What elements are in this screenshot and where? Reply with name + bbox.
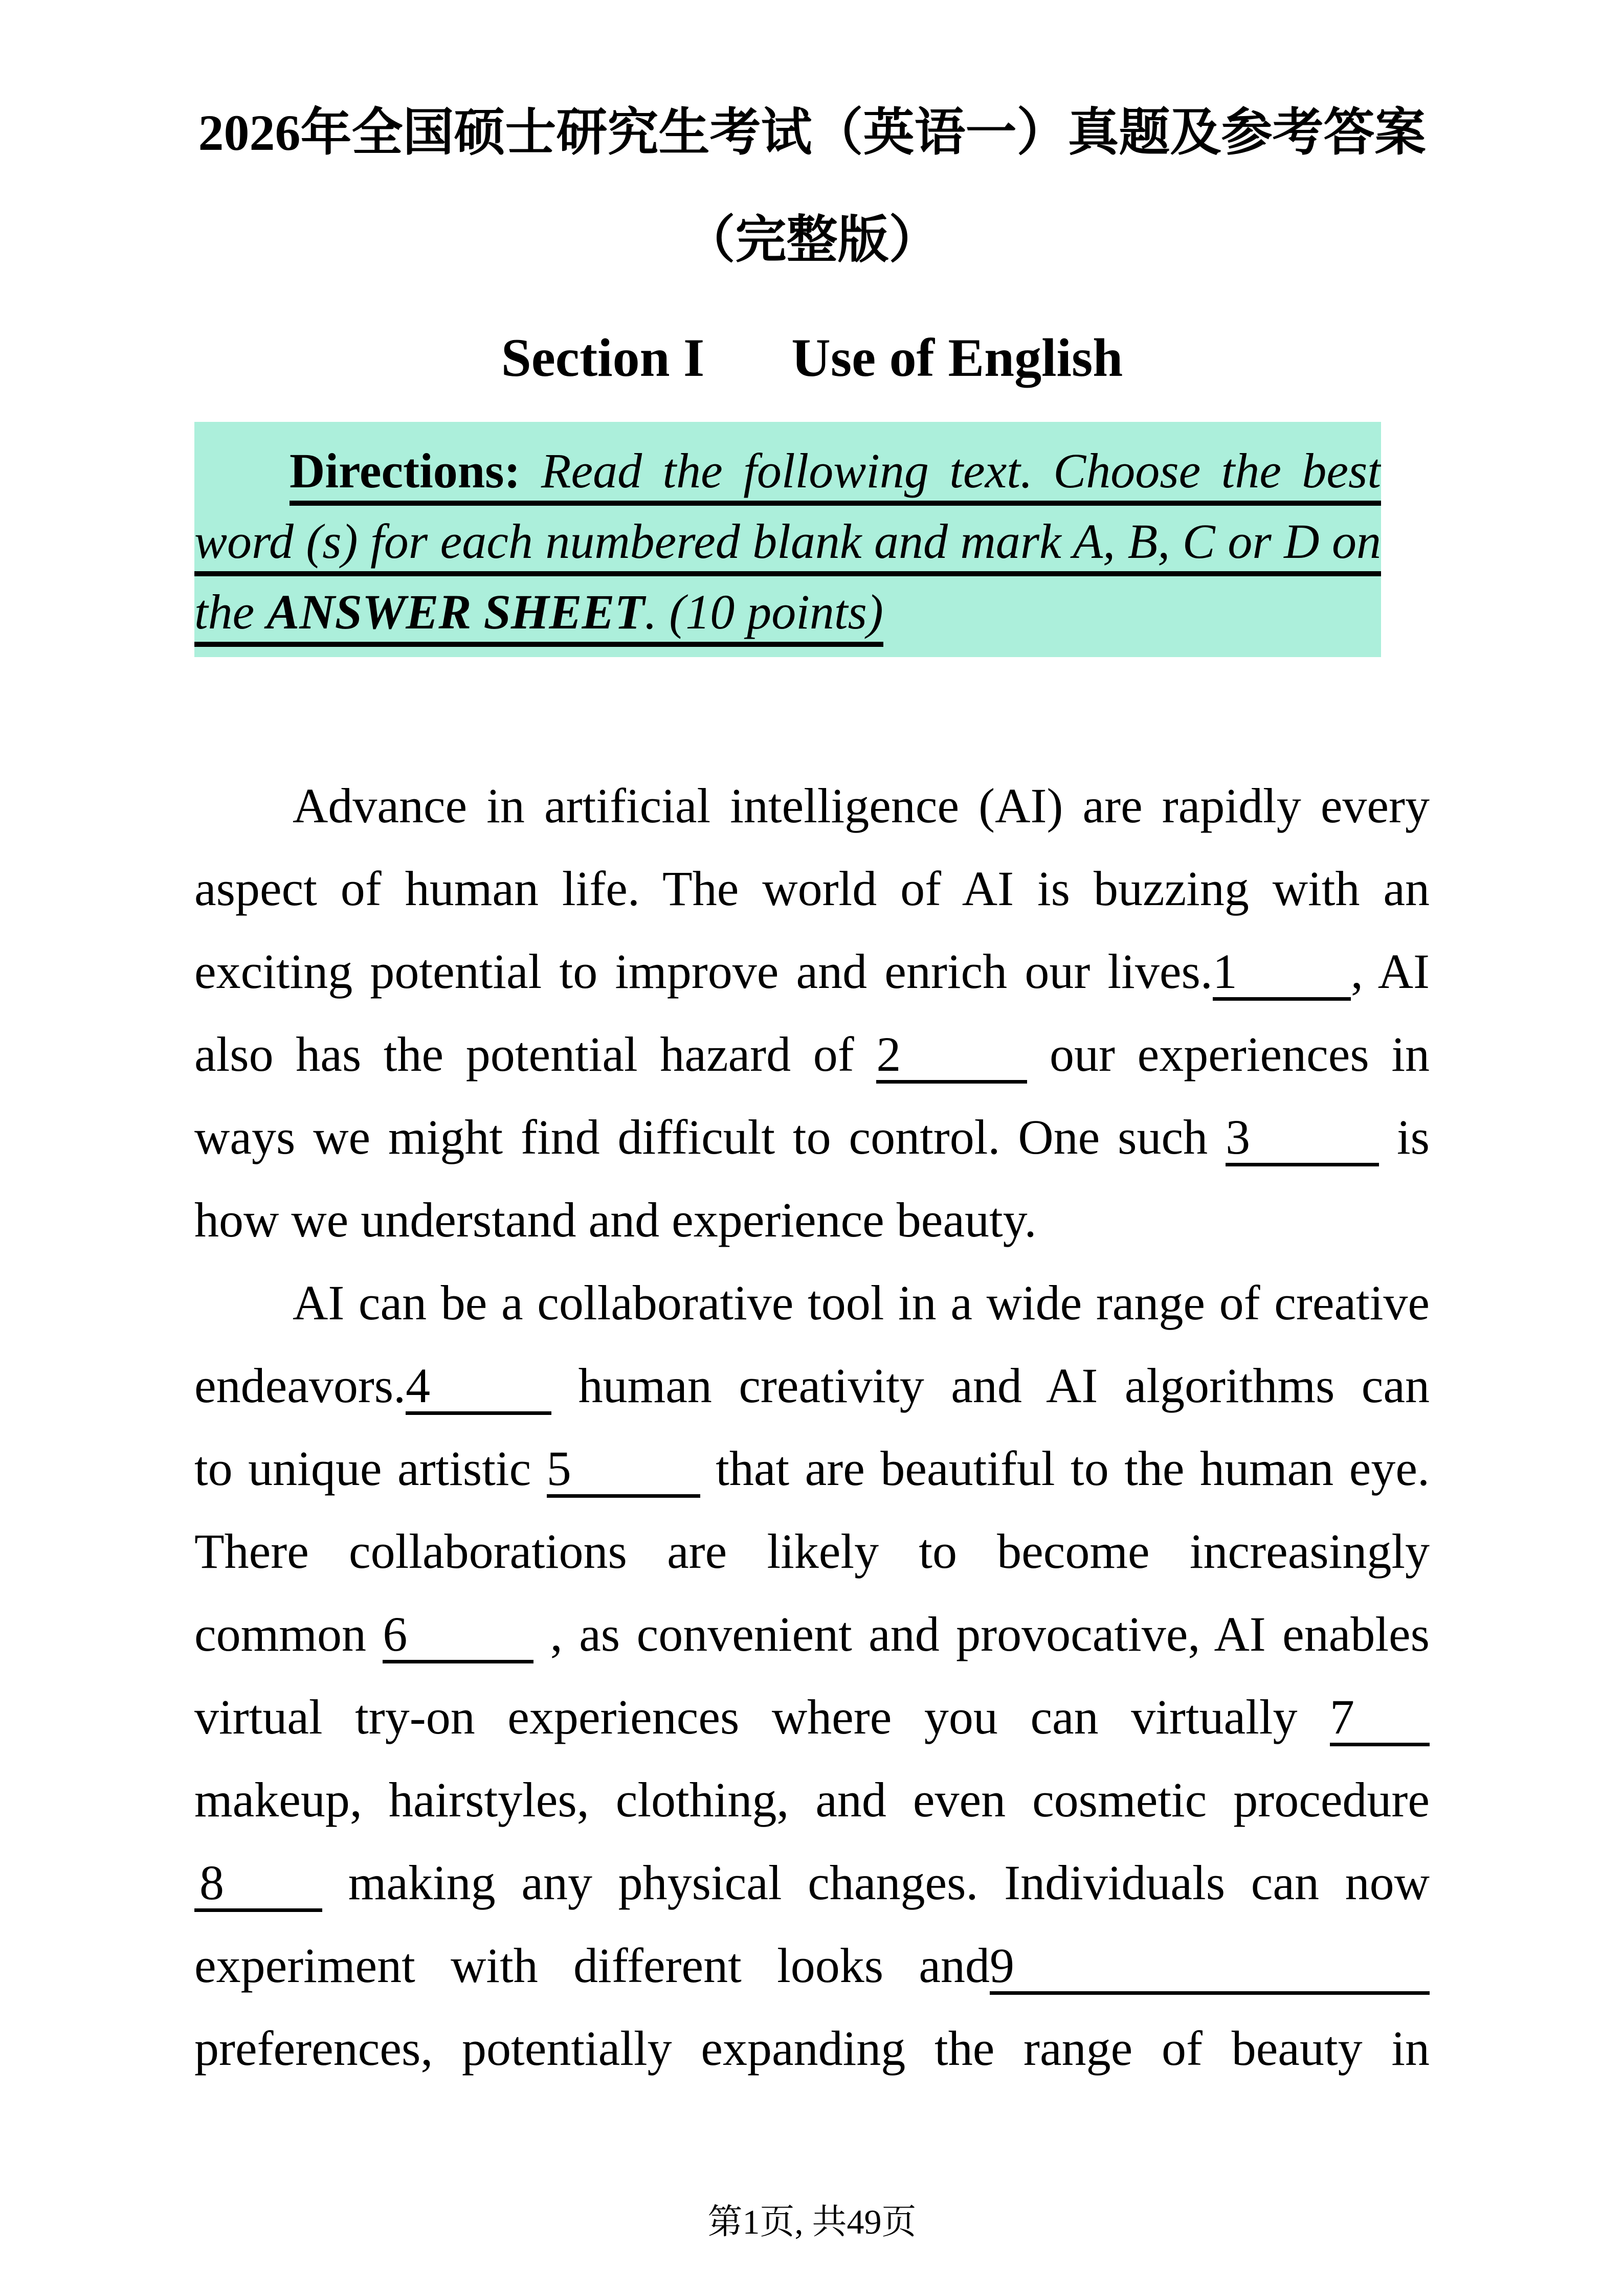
directions-line-3-post: . (10 points) — [644, 584, 883, 639]
passage-line: endeavors.4 human creativity and AI algorithms can — [194, 1344, 1430, 1427]
passage-line: also has the potential hazard of 2 our experiences in — [194, 1013, 1430, 1096]
cloze-blank-5: 5 — [547, 1443, 700, 1498]
passage-line: experiment with different looks and9 — [194, 1924, 1430, 2007]
passage-line: common 6 , as convenient and provocative, AI enables — [194, 1593, 1430, 1676]
answer-sheet-emphasis: ANSWER SHEET — [266, 584, 645, 639]
cloze-blank-4: 4 — [406, 1360, 551, 1415]
section-heading — [194, 322, 1430, 394]
cloze-blank-9: 9 — [990, 1940, 1430, 1995]
passage-line: 8 making any physical changes. Individuals can now — [194, 1841, 1430, 1924]
directions-line-2 — [194, 513, 1381, 576]
passage-line: how we understand and experience beauty. — [194, 1192, 1037, 1247]
passage-line: Advance in artificial intelligence (AI) are rapidly every — [293, 778, 1430, 833]
directions-line-3-pre: the — [194, 584, 267, 639]
passage-line: preferences, potentially expanding the range of beauty in — [194, 2021, 1430, 2076]
cloze-blank-1: 1 — [1213, 946, 1351, 1001]
passage-line: aspect of human life. The world of AI is buzzing with an — [194, 861, 1430, 916]
passage-line: AI can be a collaborative tool in a wide range of creative — [293, 1275, 1430, 1330]
document-subtitle: （完整版） — [684, 212, 940, 268]
cloze-blank-2: 2 — [876, 1029, 1027, 1084]
directions-label: Directions: — [290, 443, 521, 498]
page-number-footer: 第1页, 共49页 — [707, 2202, 917, 2241]
passage-line: exciting potential to improve and enrich our lives.1 , AI — [194, 930, 1430, 1013]
page-content — [194, 0, 1430, 2090]
directions-line-3-text — [194, 583, 883, 647]
directions-line-1 — [290, 442, 1381, 506]
directions-line-3 — [194, 583, 1381, 647]
passage-line: makeup, hairstyles, clothing, and even cosmetic procedure — [194, 1772, 1430, 1827]
passage-line: There collaborations are likely to become increasingly — [194, 1524, 1430, 1579]
cloze-blank-7: 7 — [1330, 1692, 1430, 1746]
passage-line: to unique artistic 5 that are beautiful to the human eye. — [194, 1427, 1430, 1510]
directions-line-1-text: Read the following text. Choose the best — [541, 443, 1381, 498]
cloze-blank-8: 8 — [194, 1857, 322, 1912]
section-heading-number: Section I — [501, 328, 705, 388]
cloze-blank-6: 6 — [383, 1609, 533, 1663]
directions-box — [194, 422, 1381, 657]
section-heading-title: Use of English — [791, 328, 1123, 388]
directions-line-2-text: word (s) for each numbered blank and mark A, B, C or D on — [194, 514, 1381, 569]
cloze-passage — [194, 764, 1430, 2090]
passage-line: virtual try-on experiences where you can virtually 7 — [194, 1676, 1430, 1759]
cloze-blank-3: 3 — [1226, 1112, 1379, 1166]
document-title: 2026年全国硕士研究生考试（英语一）真题及参考答案 — [198, 104, 1426, 161]
passage-line: ways we might find difficult to control. One such 3 is — [194, 1096, 1430, 1179]
